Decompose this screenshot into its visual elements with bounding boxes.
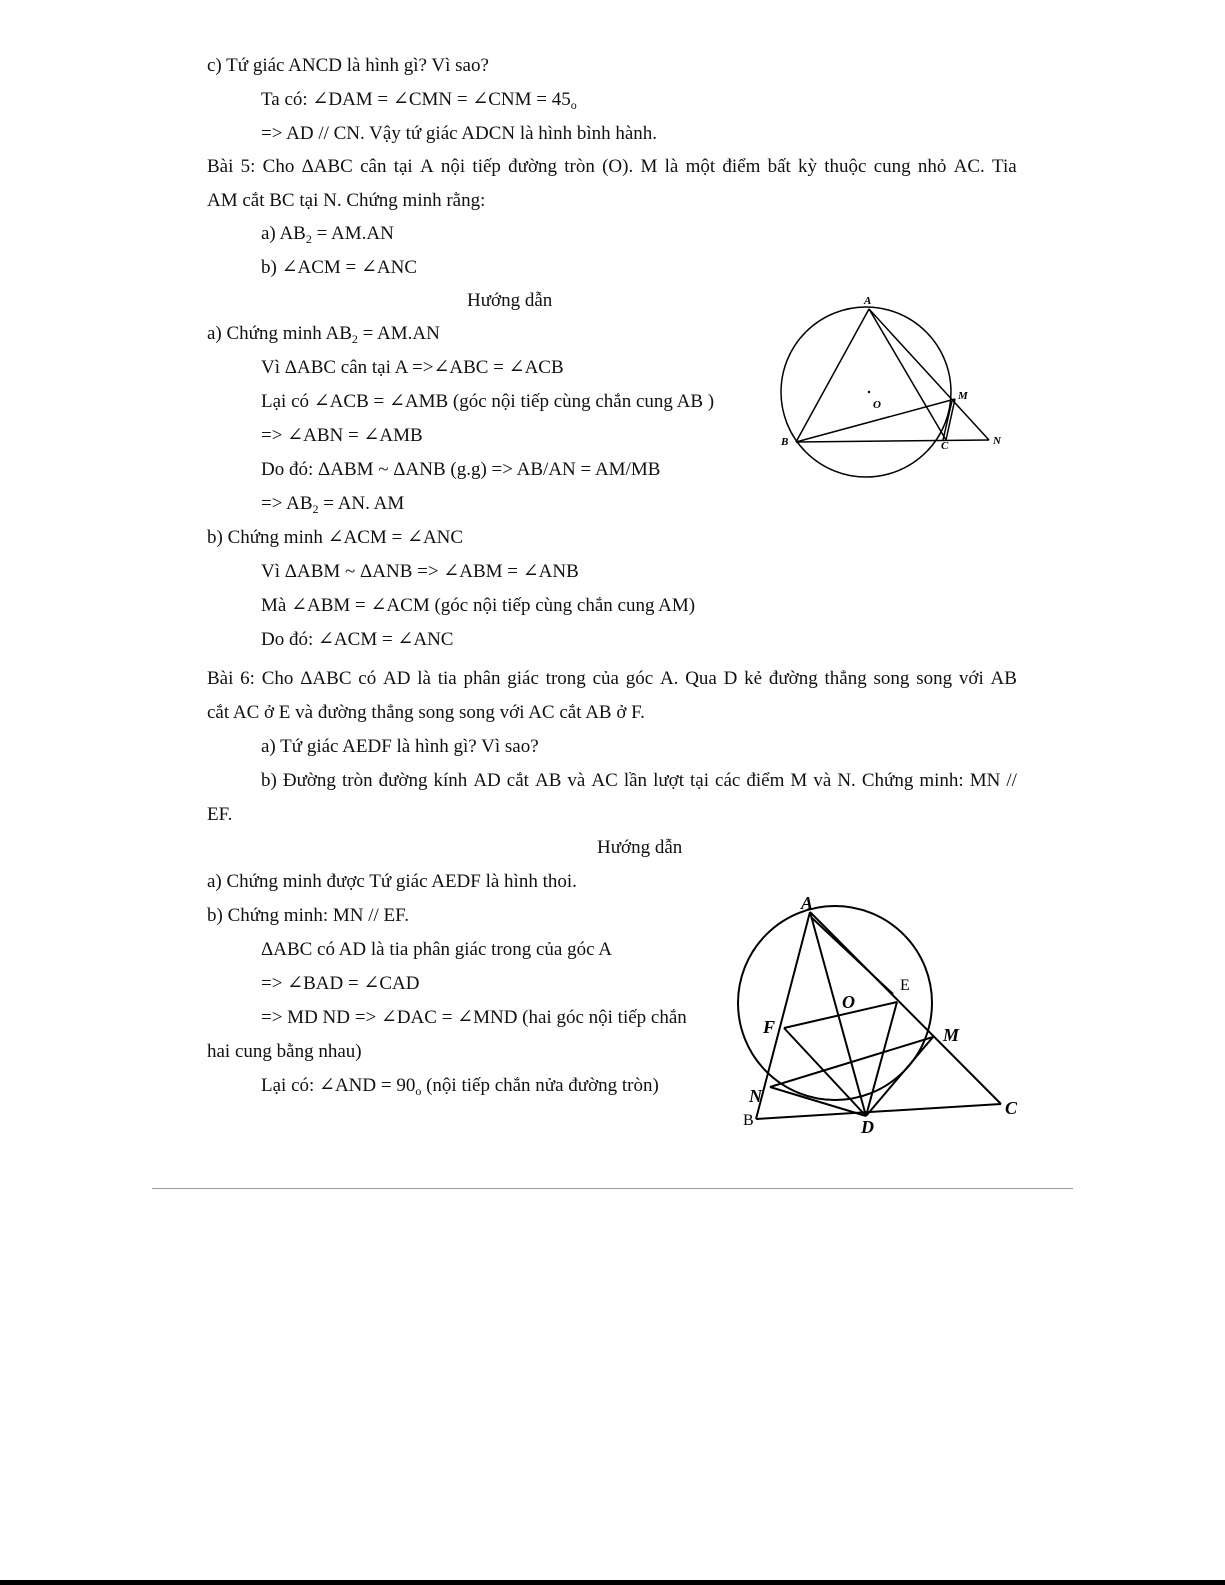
word: tại — [393, 156, 413, 177]
word: Qua — [685, 668, 717, 689]
word: thẳng — [824, 668, 867, 689]
word: các — [715, 770, 741, 791]
figure-2-angle-bisector — [735, 888, 1025, 1138]
problem-5-statement-cont: AM cắt BC tại N. Chứng minh rằng: — [207, 190, 486, 211]
problem-6-statement — [207, 667, 1017, 691]
word: của — [592, 668, 619, 689]
fig2-label-O: O — [842, 992, 855, 1012]
problem-5-guide-heading: Hướng dẫn — [467, 290, 553, 311]
solution-a-line-3: => ∠ABN = ∠AMB — [261, 425, 423, 446]
word: AB — [534, 770, 562, 791]
fig1-label-M: M — [958, 390, 968, 402]
word: song — [873, 668, 910, 689]
problem-6-part-b — [261, 769, 1017, 793]
word: Tia — [992, 156, 1017, 177]
word: 6: — [240, 668, 255, 689]
word: một — [685, 156, 716, 177]
word: kẻ — [744, 668, 763, 689]
fig2-label-A: A — [801, 893, 814, 913]
word: đường — [378, 770, 428, 791]
word: AC. — [953, 156, 985, 177]
word: phân — [463, 668, 501, 689]
word: Cho — [261, 668, 294, 689]
word: AD — [383, 668, 411, 689]
word: đường — [508, 156, 558, 177]
solution-a-line-4: Do đó: ΔABM ~ ΔANB (g.g) => AB/AN = AM/MB — [261, 459, 661, 480]
problem-5-solution-a: a) Chứng minh $AB_2 = AM.AN$ — [207, 323, 440, 346]
p6-solution-b-line-3: => MD ND => ∠DAC = ∠MND (hai góc nội tiếp chắn — [261, 1007, 687, 1028]
solution-b-line-2: Mà ∠ABM = ∠ACM (góc nội tiếp cùng chắn cung AM) — [261, 595, 696, 616]
word: Bài — [207, 156, 234, 177]
problem-6-statement-cont: cắt AC ở E và đường thẳng song song với AC cắt AB ở F. — [207, 702, 645, 723]
fig2-label-B: B — [743, 1112, 754, 1129]
fig1-label-C: C — [941, 440, 949, 452]
figure-1-circle-triangle — [770, 288, 1010, 488]
word: và — [813, 770, 832, 791]
word: đường — [768, 668, 818, 689]
word: Đường — [282, 770, 336, 791]
word: M — [790, 770, 808, 791]
word: với — [958, 668, 984, 689]
word: AB — [990, 668, 1017, 689]
word: ΔABC — [301, 156, 353, 177]
word: N. — [837, 770, 856, 791]
word: tia — [437, 668, 457, 689]
word: góc — [625, 668, 654, 689]
fig1-label-B: B — [781, 436, 789, 448]
solution-a-line-1: Vì ΔABC cân tại A =>∠ABC = ∠ACB — [261, 357, 564, 378]
word: tròn — [341, 770, 373, 791]
word: b) — [261, 770, 277, 791]
solution-b-line-1: Vì ΔABM ~ ΔANB => ∠ABM = ∠ANB — [261, 561, 579, 582]
word: và — [567, 770, 586, 791]
word: song — [916, 668, 953, 689]
page-bottom-edge — [0, 1580, 1225, 1585]
word: M — [640, 156, 658, 177]
word: là — [664, 156, 679, 177]
word: cung — [873, 156, 911, 177]
p6-solution-b-line-3-cont: hai cung bằng nhau) — [207, 1041, 362, 1062]
fig2-label-M: M — [943, 1025, 960, 1045]
word: Chứng — [861, 770, 914, 791]
problem-5-part-b: b) ∠ACM = ∠ANC — [261, 257, 418, 278]
word: có — [358, 668, 377, 689]
p6-solution-b-line-1: ΔABC có AD là tia phân giác trong của góc A — [261, 939, 612, 960]
fig2-label-C: C — [1005, 1098, 1018, 1118]
problem-5-solution-b: b) Chứng minh ∠ACM = ∠ANC — [207, 527, 464, 548]
word: tại — [690, 770, 710, 791]
problem-5-statement — [207, 155, 1017, 179]
word: điểm — [722, 156, 761, 177]
word: giác — [507, 668, 539, 689]
part-c-title: c) Tứ giác ANCD là hình gì? Vì sao? — [207, 55, 489, 76]
word: AD — [473, 770, 501, 791]
word: 5: — [240, 156, 256, 177]
fig2-label-E: E — [900, 977, 910, 994]
p6-solution-b-line-4: Lại có: ∠AND = $90_o$ (nội tiếp chắn nửa đường tròn) — [261, 1075, 659, 1098]
word: tròn — [564, 156, 595, 177]
solution-a-line-2: Lại có ∠ACB = ∠AMB (góc nội tiếp cùng chắn cung AB ) — [261, 391, 715, 412]
solution-b-line-3: Do đó: ∠ACM = ∠ANC — [261, 629, 454, 650]
problem-6-solution-b: b) Chứng minh: MN // EF. — [207, 905, 409, 926]
problem-6-guide-heading: Hướng dẫn — [597, 837, 683, 858]
word: lần — [623, 770, 648, 791]
solution-a-line-5: => $AB_2$ = AN. AM — [261, 493, 405, 516]
word: điểm — [746, 770, 785, 791]
word: tiếp — [472, 156, 501, 177]
word: A. — [659, 668, 679, 689]
problem-6-part-a: a) Tứ giác AEDF là hình gì? Vì sao? — [261, 736, 539, 757]
part-c-line-2: => AD // CN. Vậy tứ giác ADCN là hình bình hành. — [261, 123, 658, 144]
problem-6-part-b-cont: EF. — [207, 804, 233, 825]
fig1-label-A: A — [864, 295, 872, 307]
word: là — [417, 668, 431, 689]
word: lượt — [653, 770, 684, 791]
p6-solution-b-line-2: => ∠BAD = ∠CAD — [261, 973, 420, 994]
word: // — [1006, 770, 1017, 791]
word: trong — [545, 668, 586, 689]
problem-5-part-a: a) $AB_2 = AM.AN$ — [261, 223, 394, 246]
fig2-label-N: N — [749, 1086, 762, 1106]
word: bất — [767, 156, 791, 177]
word: Bài — [207, 668, 234, 689]
word: nhỏ — [917, 156, 947, 177]
word: kính — [433, 770, 468, 791]
word: MN — [969, 770, 1001, 791]
word: kỳ — [798, 156, 818, 177]
word: cân — [360, 156, 387, 177]
word: Cho — [262, 156, 295, 177]
word: AC — [591, 770, 618, 791]
word: ΔABC — [300, 668, 352, 689]
word: nội — [440, 156, 466, 177]
fig1-label-O: O — [873, 399, 881, 411]
word: D — [723, 668, 738, 689]
word: thuộc — [824, 156, 867, 177]
word: cắt — [506, 770, 529, 791]
part-c-line-1: Ta có: ∠DAM = ∠CMN = ∠CNM = $45_o$ — [261, 89, 577, 112]
page-divider — [152, 1188, 1073, 1189]
word: minh: — [919, 770, 964, 791]
fig2-label-D: D — [861, 1117, 874, 1137]
word: (O). — [602, 156, 634, 177]
problem-6-solution-a: a) Chứng minh được Tứ giác AEDF là hình thoi. — [207, 871, 577, 892]
fig2-label-F: F — [763, 1017, 776, 1037]
fig1-label-N: N — [993, 435, 1001, 447]
word: A — [419, 156, 434, 177]
